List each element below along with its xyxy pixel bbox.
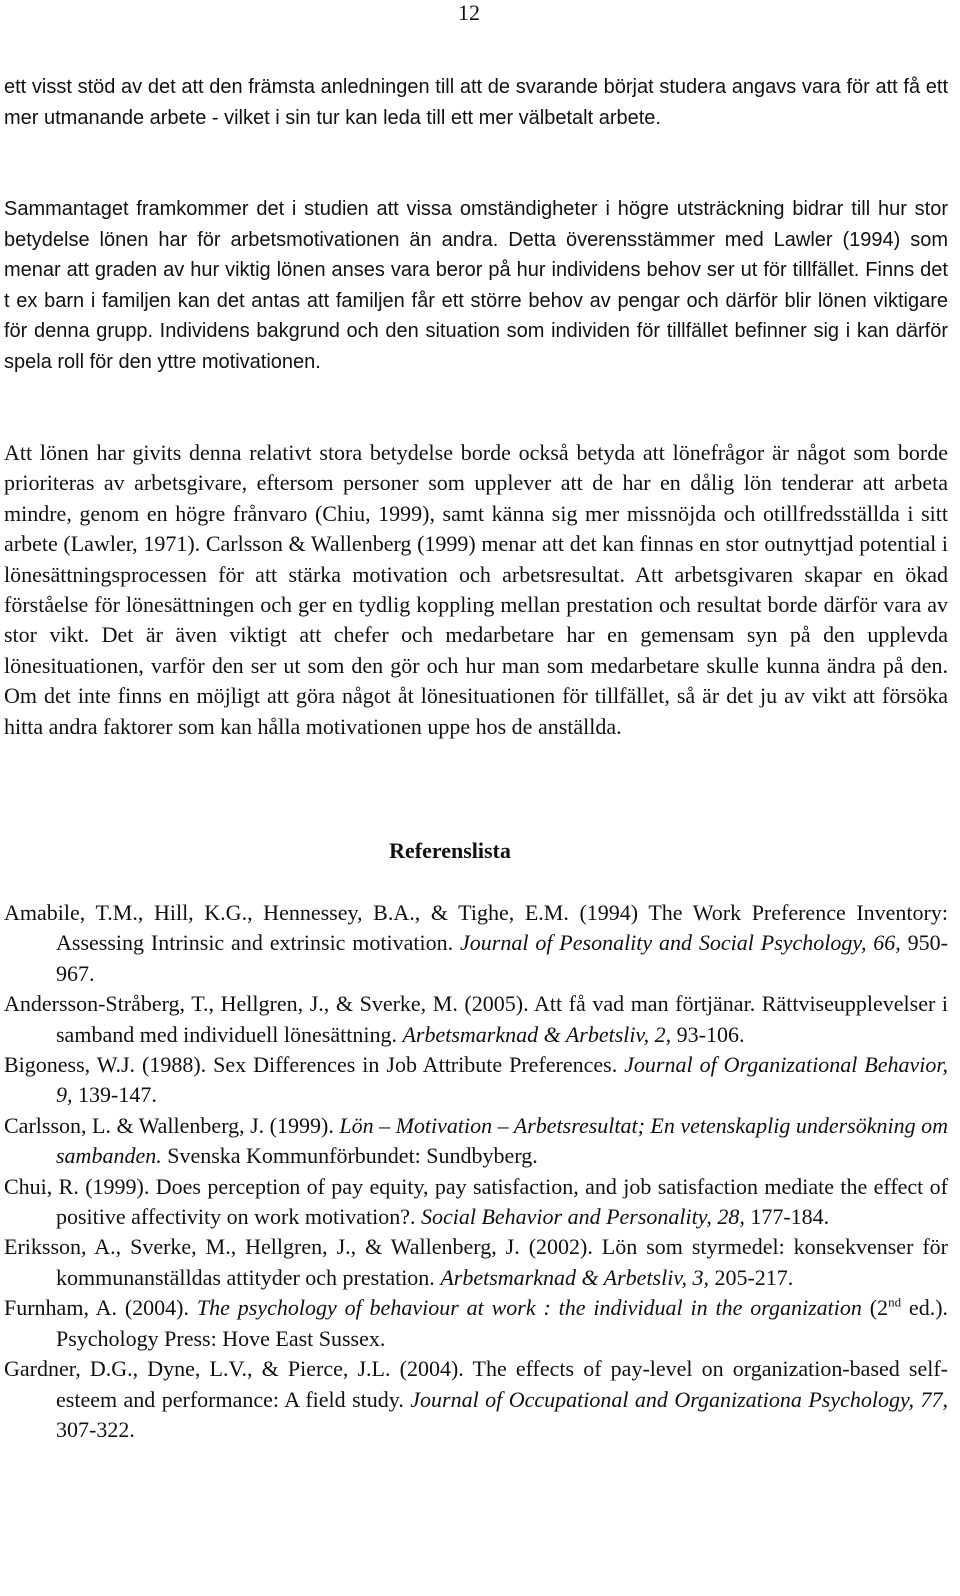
reference-journal: Arbetsmarknad & Arbetsliv, 2,	[402, 1021, 672, 1047]
reference-plain: Amabile, T.M., Hill, K.G., Hennessey, B.A., & Tighe, E.M. (1994) The Work Preference Inventory: Assessing Intrinsic and extrinsic motivation.	[4, 900, 948, 956]
reference-journal: Arbetsmarknad & Arbetsliv, 3,	[440, 1264, 709, 1290]
reference-pages: 950-967.	[56, 930, 949, 986]
paragraph-summary: Sammantaget framkommer det i studien att vissa omständigheter i högre utsträckning bidrar till hur stor betydelse lönen har för arbetsmotivationen än andra. Detta överensstämmer med Lawler (1994) som menar att graden av hur viktig lönen anses vara beror på hur individens behov ser ut för tillfället. Finns det t ex barn i familjen kan det antas att familjen får ett större behov av pengar och därför blir lönen viktigare för denna grupp. Individens bakgrund och den situation som individen för tillfället befinner sig i kan därför spela roll för den yttre motivationen.	[4, 198, 948, 373]
reference-item-gardner	[4, 1354, 948, 1445]
reference-pages: 93-106.	[671, 1021, 745, 1047]
reference-item-carlsson	[4, 1111, 948, 1172]
reference-journal: Journal of Occupational and Organizationa Psychology, 77,	[410, 1386, 948, 1412]
reference-item-bigoness	[4, 1050, 948, 1111]
reference-item-furnham	[4, 1293, 948, 1354]
paragraph-salary-importance: Att lönen har givits denna relativt stora betydelse borde också betyda att lönefrågor är något som borde prioriteras av arbetsgivare, eftersom personer som upplever att de har en dålig lön tenderar att arbeta mindre, genom en högre frånvaro (Chiu, 1999), samt känna sig mer missnöjda och otillfredsställda i sitt arbete (Lawler, 1971). Carlsson & Wallenberg (1999) menar att det kan finnas en stor outnyttjad potential i lönesättningsprocessen för att stärka motivation och arbetsresultat. Att arbetsgivaren skapar en ökad förståelse för lönesättningen och ger en tydlig koppling mellan prestation och resultat borde därför vara av stor vikt. Det är även viktigt att chefer och medarbetare har en gemensam syn på den upplevda lönesituationen, varför den ser ut som den gör och hur man som medarbetare skulle kunna ändra på den. Om det inte finns en möjligt att göra något åt lönesituationen för tillfället, så är det ju av vikt att försöka hitta andra faktorer som kan hålla motivationen uppe hos de anställda.	[4, 440, 948, 739]
reference-plain: Eriksson, A., Sverke, M., Hellgren, J., & Wallenberg, J. (2002). Lön som styrmedel: konsekvenser för kommunanställdas attityder och prestation.	[4, 1234, 948, 1290]
reference-list	[4, 898, 948, 1445]
reference-item-amabile	[4, 898, 948, 989]
reference-plain: Andersson-Stråberg, T., Hellgren, J., & Sverke, M. (2005). Att få vad man förtjänar. Rättviseupplevelser i samband med individuell lönesättning.	[4, 991, 948, 1047]
references-heading: Referenslista	[389, 838, 511, 863]
reference-pages: 205-217.	[708, 1264, 794, 1290]
reference-plain: Carlsson, L. & Wallenberg, J. (1999).	[4, 1112, 340, 1138]
reference-title: The psychology of behaviour at work : the individual in the organization	[196, 1295, 862, 1321]
reference-plain: Gardner, D.G., Dyne, L.V., & Pierce, J.L. (2004). The effects of pay-level on organization-based self-esteem and performance: A field study.	[4, 1356, 948, 1412]
reference-item-eriksson	[4, 1232, 948, 1293]
reference-journal: Social Behavior and Personality, 28,	[420, 1204, 745, 1230]
reference-journal: Journal of Pesonality and Social Psychology, 66,	[460, 930, 901, 956]
paragraph-intro: ett visst stöd av det att den främsta anledningen till att de svarande börjat studera angavs vara för att få ett mer utmanande arbete - vilket i sin tur kan leda till ett mer välbetalt arbete.	[4, 76, 948, 129]
reference-pages: 139-147.	[72, 1082, 157, 1108]
reference-plain: Bigoness, W.J. (1988). Sex Differences in Job Attribute Preferences.	[4, 1052, 625, 1078]
reference-publisher: ed.). Psychology Press: Hove East Sussex.	[56, 1295, 949, 1351]
reference-plain: Chui, R. (1999). Does perception of pay equity, pay satisfaction, and job satisfaction mediate the effect of positive affectivity on work motivation?.	[4, 1173, 948, 1230]
page-number: 12	[458, 0, 480, 25]
reference-edition-sup: nd	[888, 1294, 902, 1310]
reference-edition-prefix: (2	[861, 1295, 889, 1321]
reference-title: Lön – Motivation – Arbetsresultat; En vetenskaplig undersökning om sambanden.	[56, 1112, 948, 1169]
reference-pages: 307-322.	[56, 1416, 135, 1442]
reference-item-andersson-straberg	[4, 989, 948, 1050]
reference-pages: 177-184.	[744, 1204, 830, 1230]
reference-publisher: Svenska Kommunförbundet: Sundbyberg.	[161, 1143, 538, 1169]
reference-journal: Journal of Organizational Behavior, 9,	[56, 1052, 948, 1108]
reference-item-chui	[4, 1172, 948, 1233]
reference-plain: Furnham, A. (2004).	[4, 1295, 197, 1321]
